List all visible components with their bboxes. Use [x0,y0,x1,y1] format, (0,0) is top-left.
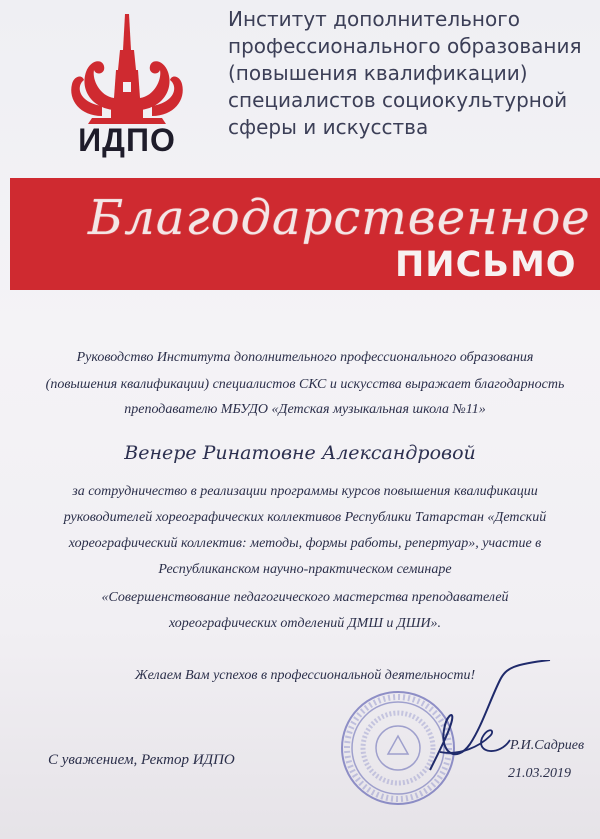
reason-line: хореографических отделений ДМШ и ДШИ». [168,616,442,631]
institute-line: (повышения квалификации) [228,61,528,85]
reason-line: хореографический коллектив: методы, формы работы, репертуар», участие в [68,536,542,551]
institute-line: Институт дополнительного [228,7,520,31]
reason-line: за сотрудничество в реализации программы курсов повышения квалификации [72,484,538,499]
institute-name [228,6,593,141]
intro-line: преподавателю МБУДО «Детская музыкальная школа №11» [124,402,486,417]
logo-text: ИДПО [78,122,176,158]
institute-line: сферы и искусства [228,115,429,139]
idpo-logo [62,10,192,160]
closing-text: С уважением, Ректор ИДПО [48,752,235,768]
kremlin-tower-lyre-icon [62,10,192,125]
institute-line: специалистов социокультурной [228,88,568,112]
reason-line: «Совершенствование педагогического мастерства преподавателей [101,590,509,605]
signatory-name: Р.И.Садриев [510,738,585,753]
reason-line: Республиканском научно-практическом семинаре [158,562,452,577]
recipient-name: Венере Ринатовне Александровой [124,442,476,464]
wish-line: Желаем Вам успехов в профессиональной деятельности! [134,668,476,683]
intro-line: Руководство Института дополнительного профессионального образования [76,350,534,365]
reason-line: руководителей хореографических коллективов Республики Татарстан «Детский [63,510,547,525]
institute-line: профессионального образования [228,34,582,58]
letter-date: 21.03.2019 [508,766,571,781]
intro-line: (повышения квалификации) специалистов СКС и искусства выражает благодарность [45,377,565,392]
banner-script-title: Благодарственное [88,190,591,246]
banner-bold-title: ПИСЬМО [395,245,577,285]
